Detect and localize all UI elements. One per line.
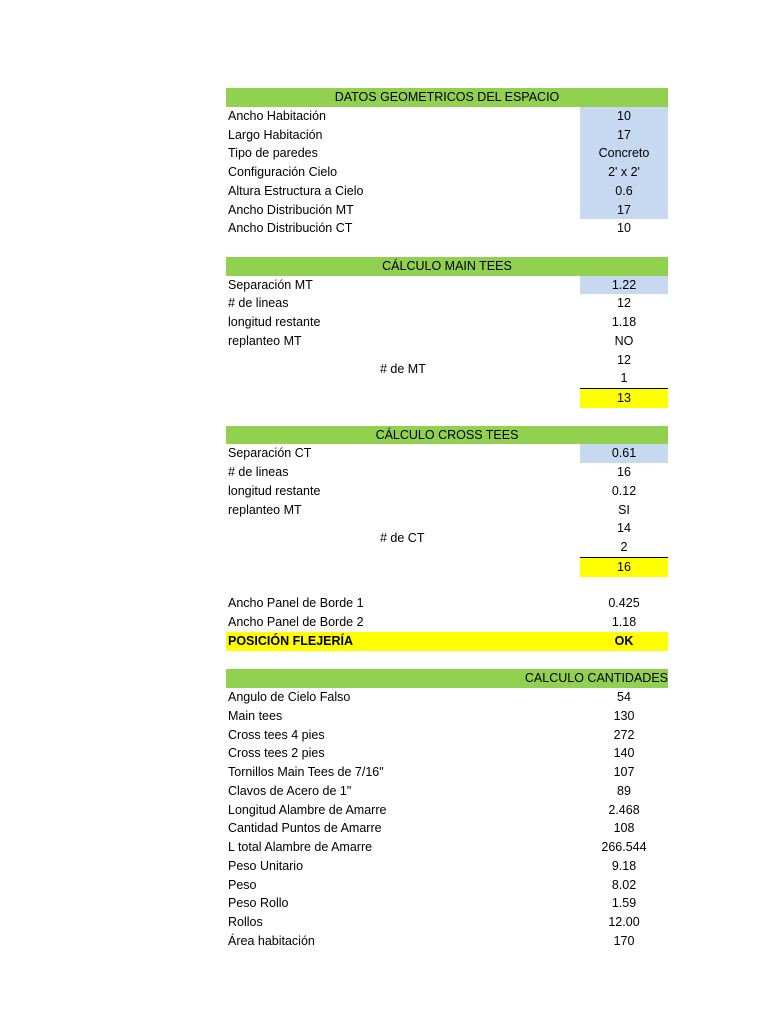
table-row (226, 744, 668, 763)
table-row (226, 313, 668, 332)
table-row (226, 613, 668, 632)
section-header-cantidades (226, 669, 668, 688)
section-header-cross-tees (226, 426, 668, 445)
row-label: Cross tees 4 pies (228, 727, 325, 742)
count-label: # de CT (380, 531, 425, 545)
row-label: Separación CT (228, 446, 312, 461)
row-label: Peso (228, 877, 257, 892)
table-row (226, 913, 668, 932)
input-cell[interactable]: 17 (580, 201, 668, 220)
value-cell: 1 (620, 371, 628, 386)
input-cell[interactable]: 0.61 (580, 444, 668, 463)
table-row (226, 351, 668, 370)
value-cell: 107 (613, 765, 635, 779)
value-cell: 12 (617, 352, 631, 367)
row-label: longitud restante (228, 483, 321, 498)
total-cell: 13 (580, 388, 668, 408)
section-title: CÁLCULO MAIN TEES (382, 258, 512, 273)
table-row (226, 276, 668, 295)
value-cell: 140 (613, 746, 635, 761)
row-label: Main tees (228, 708, 283, 723)
row-label: Tipo de paredes (228, 146, 318, 161)
input-cell[interactable]: 0.6 (580, 182, 668, 201)
input-cell[interactable]: 1.22 (580, 276, 668, 295)
table-row (226, 801, 668, 820)
table-row (226, 857, 668, 876)
table-row (226, 763, 668, 782)
section-title: CALCULO CANTIDADES (524, 671, 668, 686)
value-cell: 130 (613, 708, 635, 723)
row-label: Cantidad Puntos de Amarre (228, 821, 382, 836)
table-row (226, 838, 668, 857)
value-cell: 14 (617, 521, 631, 536)
value-cell: 1.18 (611, 315, 637, 329)
table-row (226, 126, 668, 145)
row-label: # de lineas (228, 296, 289, 311)
row-label: Ancho Distribución MT (228, 202, 354, 217)
value-cell: 89 (617, 783, 631, 798)
value-cell: SI (618, 502, 630, 517)
table-row (226, 332, 668, 351)
value-cell: 2.468 (608, 802, 640, 817)
value-cell: 12 (617, 296, 631, 311)
row-label: Angulo de Cielo Falso (228, 690, 351, 704)
value-cell: 16 (617, 465, 631, 479)
row-label: Tornillos Main Tees de 7/16" (228, 765, 384, 779)
table-row (226, 107, 668, 126)
table-row (226, 594, 668, 613)
table-row (226, 163, 668, 182)
row-label: Configuración Cielo (228, 165, 338, 179)
table-row (226, 501, 668, 520)
total-cell: 16 (580, 557, 668, 577)
table-row (226, 182, 668, 201)
row-label: Largo Habitación (228, 127, 323, 142)
table-row (226, 688, 668, 707)
value-cell: 1.18 (611, 615, 637, 629)
table-row (226, 144, 668, 163)
row-label: Cross tees 2 pies (228, 746, 325, 761)
section-header-main-tees (226, 257, 668, 276)
value-cell: 54 (617, 690, 631, 704)
input-cell[interactable]: 17 (580, 126, 668, 145)
row-label: L total Alambre de Amarre (228, 840, 373, 854)
value-cell: 1.59 (611, 896, 637, 911)
flejeria-row (226, 632, 668, 651)
row-label: Ancho Panel de Borde 1 (228, 596, 364, 611)
spreadsheet (226, 88, 668, 951)
row-label: Altura Estructura a Cielo (228, 183, 364, 198)
count-label: # de MT (380, 362, 426, 377)
flejeria-label: POSICIÓN FLEJERÍA (228, 633, 354, 648)
table-row (226, 219, 668, 238)
value-cell: 108 (613, 821, 635, 836)
value-cell: 0.12 (611, 483, 637, 498)
row-label: Ancho Distribución CT (228, 221, 353, 236)
row-label: Clavos de Acero de 1" (228, 783, 352, 798)
row-label: Longitud Alambre de Amarre (228, 802, 387, 817)
row-label: Ancho Habitación (228, 108, 326, 123)
row-label: Peso Unitario (228, 858, 304, 873)
flejeria-value: OK (614, 633, 634, 648)
row-label: Separación MT (228, 277, 313, 292)
value-cell: 10 (617, 221, 631, 236)
value-cell: 9.18 (611, 858, 637, 873)
table-row (226, 876, 668, 895)
table-row (226, 894, 668, 913)
input-cell[interactable]: 2' x 2' (580, 163, 668, 182)
table-row (226, 444, 668, 463)
row-label: replanteo MT (228, 333, 302, 348)
table-row (226, 819, 668, 838)
table-row (226, 531, 668, 557)
table-row (226, 482, 668, 501)
value-cell: 170 (613, 933, 635, 948)
row-label: replanteo MT (228, 502, 302, 517)
section-title: CÁLCULO CROSS TEES (375, 427, 519, 442)
value-cell: 8.02 (611, 877, 637, 892)
value-cell: 2 (620, 540, 628, 554)
table-row (226, 707, 668, 726)
value-cell: 0.425 (608, 596, 640, 611)
value-cell: 272 (613, 727, 635, 742)
table-row (226, 782, 668, 801)
value-cell: NO (614, 333, 634, 348)
value-cell: 266.544 (601, 840, 647, 854)
table-row (226, 201, 668, 220)
table-row (226, 557, 668, 576)
row-label: # de lineas (228, 465, 289, 479)
table-row (226, 294, 668, 313)
row-label: Ancho Panel de Borde 2 (228, 615, 364, 629)
table-row (226, 932, 668, 951)
input-cell[interactable]: 10 (580, 107, 668, 126)
row-label: longitud restante (228, 315, 321, 329)
table-row (226, 388, 668, 407)
section-header-datos-geometricos (226, 88, 668, 107)
row-label: Rollos (228, 915, 263, 929)
row-label: Peso Rollo (228, 896, 289, 911)
value-cell: 12.00 (608, 915, 640, 929)
input-cell[interactable]: Concreto (580, 144, 668, 163)
row-label: Área habitación (228, 933, 315, 948)
table-row (226, 726, 668, 745)
table-row (226, 362, 668, 388)
table-row (226, 519, 668, 538)
table-row (226, 463, 668, 482)
section-title: DATOS GEOMETRICOS DEL ESPACIO (334, 90, 560, 104)
